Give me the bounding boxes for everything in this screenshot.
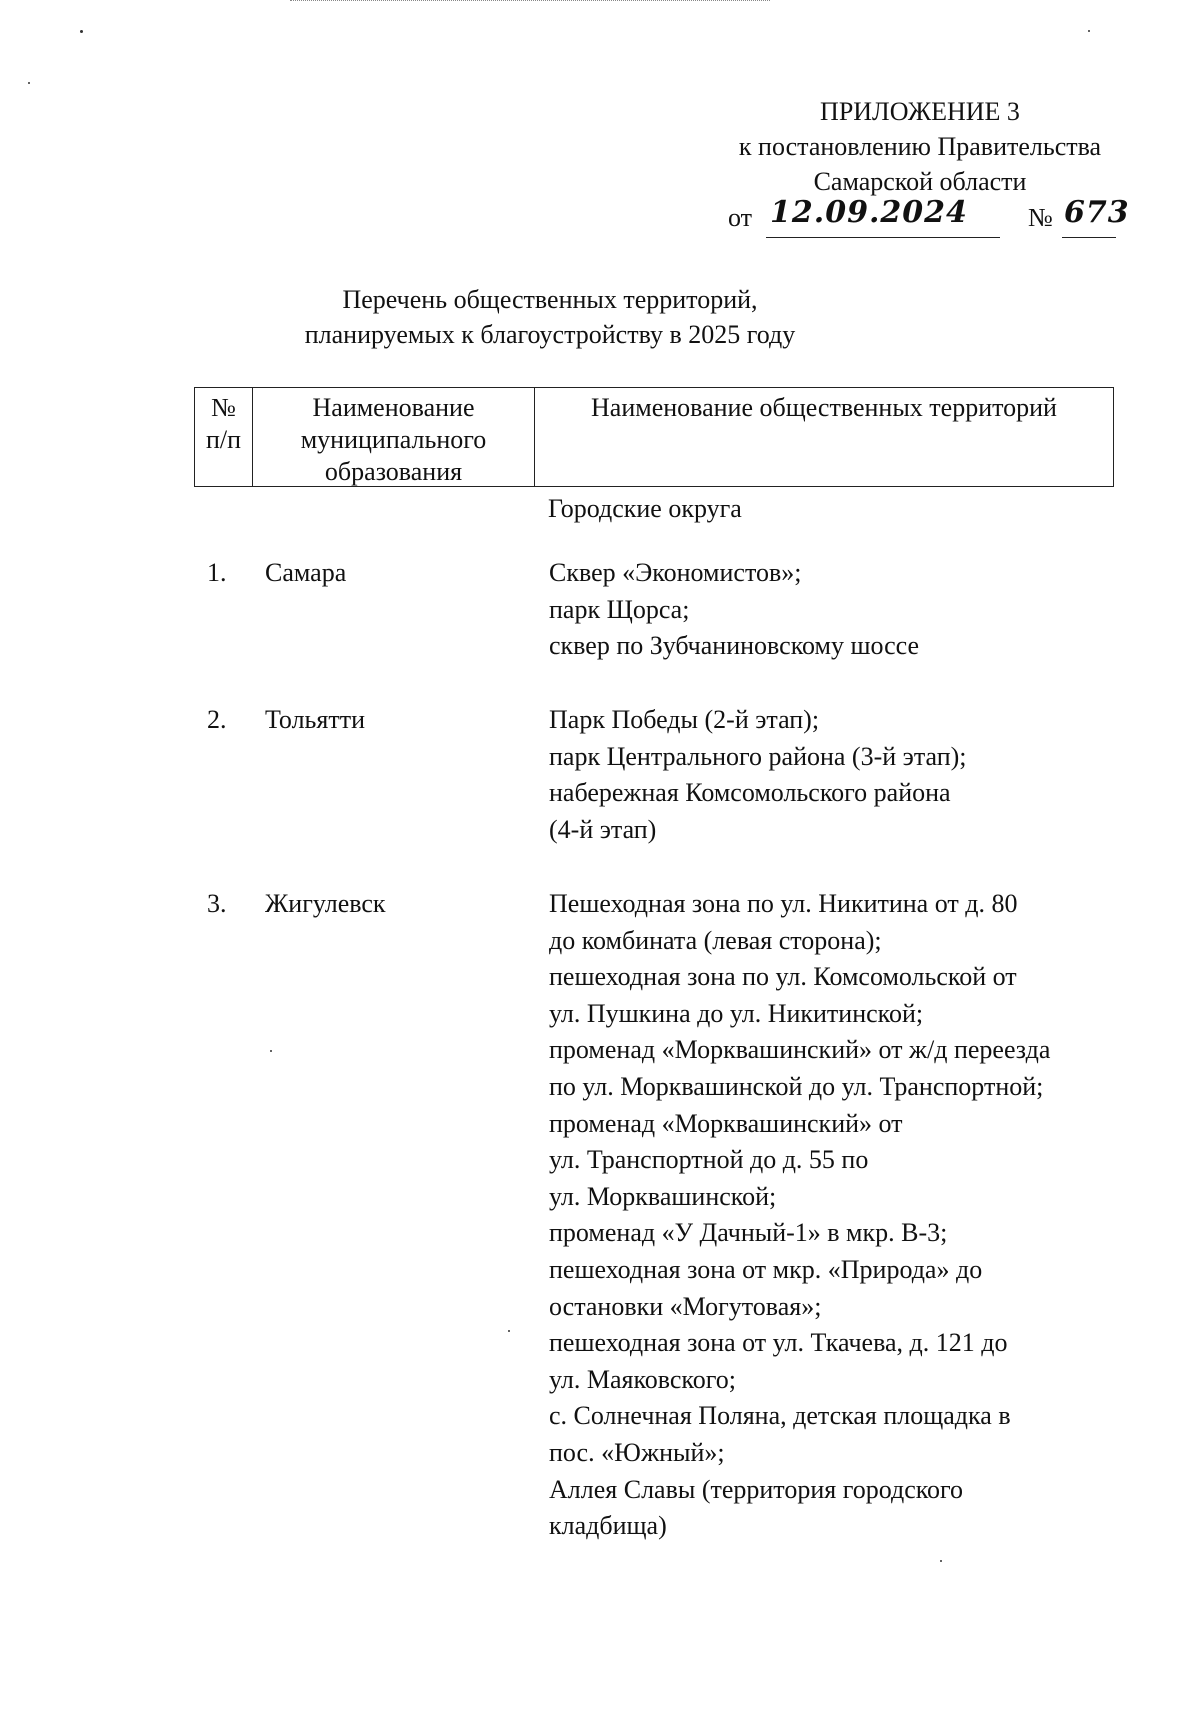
territory-line: набережная Комсомольского района <box>549 778 951 808</box>
resolution-line: к постановлению Правительства <box>738 132 1102 161</box>
section-title: Городские округа <box>548 494 742 523</box>
date-underline <box>766 237 1000 238</box>
territory-line: парк Щорса; <box>549 594 690 624</box>
row-municipality: Тольятти <box>265 705 366 734</box>
row-municipality: Жигулевск <box>265 889 386 918</box>
territory-line: до комбината (левая сторона); <box>549 925 882 955</box>
territory-line: Пешеходная зона по ул. Никитина от д. 80 <box>549 889 1018 918</box>
region-line: Самарской области <box>813 167 1027 196</box>
scan-speck <box>80 30 83 33</box>
number-prefix: № <box>1028 203 1053 232</box>
scan-speck <box>270 1050 272 1052</box>
territory-line: парк Центрального района (3-й этап); <box>549 741 967 771</box>
number-underline <box>1062 237 1116 238</box>
date-prefix: от <box>728 203 753 232</box>
territory-line: остановки «Могутовая»; <box>549 1291 822 1321</box>
territory-line: ул. Транспортной до д. 55 по <box>549 1145 869 1175</box>
handwritten-number: 673 <box>1064 195 1130 230</box>
territory-line: променад «Морквашинский» от ж/д переезда <box>549 1035 1051 1065</box>
territory-line: с. Солнечная Поляна, детская площадка в <box>549 1401 1011 1431</box>
title-line-2: планируемых к благоустройству в 2025 году <box>304 320 796 349</box>
territory-line: Сквер «Экономистов»; <box>549 558 802 587</box>
territory-line: Парк Победы (2-й этап); <box>549 705 820 734</box>
row-number: 2. <box>207 705 227 734</box>
document-title <box>300 282 800 352</box>
scan-speck <box>940 1560 942 1562</box>
row-number: 1. <box>207 558 227 587</box>
row-number: 3. <box>207 889 227 918</box>
appendix-title: ПРИЛОЖЕНИЕ 3 <box>820 97 1020 126</box>
territory-line: ул. Маяковского; <box>549 1364 736 1394</box>
territory-line: променад «Морквашинский» от <box>549 1108 903 1138</box>
scan-speck <box>28 82 30 84</box>
handwritten-date: 12.09.2024 <box>770 195 968 230</box>
territory-line: пешеходная зона от мкр. «Природа» до <box>549 1254 983 1284</box>
territory-line: ул. Пушкина до ул. Никитинской; <box>549 998 924 1028</box>
scan-speck <box>1088 30 1090 32</box>
header-territories-label: Наименование общественных территорий <box>591 393 1057 422</box>
header-cell-territories <box>535 388 1113 486</box>
row-municipality: Самара <box>265 558 347 587</box>
header-number-abbr: п/п <box>205 425 242 454</box>
row-territories <box>549 886 1129 1545</box>
territory-line: променад «У Дачный-1» в мкр. В-3; <box>549 1218 948 1248</box>
header-municipality-line-1: Наименование <box>312 393 475 422</box>
territory-line: кладбища) <box>549 1511 667 1541</box>
header-municipality-line-2: муниципального <box>300 425 487 454</box>
table-header <box>194 387 1114 487</box>
header-cell-number <box>195 388 253 486</box>
appendix-header <box>700 94 1140 199</box>
territory-line: пешеходная зона по ул. Комсомольской от <box>549 962 1017 992</box>
territory-line: пос. «Южный»; <box>549 1437 725 1467</box>
header-cell-municipality <box>253 388 535 486</box>
row-territories <box>549 555 1129 665</box>
territory-line: по ул. Морквашинской до ул. Транспортной; <box>549 1071 1044 1101</box>
title-line-1: Перечень общественных территорий, <box>342 285 758 314</box>
territory-line: ул. Морквашинской; <box>549 1181 777 1211</box>
territory-line: Аллея Славы (территория городского <box>549 1474 964 1504</box>
header-number-sign: № <box>211 393 236 422</box>
row-territories <box>549 702 1129 848</box>
header-municipality-line-3: образования <box>324 457 463 486</box>
scan-edge-line <box>290 0 770 1</box>
territory-line: (4-й этап) <box>549 814 657 844</box>
territory-line: пешеходная зона от ул. Ткачева, д. 121 до <box>549 1328 1008 1358</box>
territory-line: сквер по Зубчаниновскому шоссе <box>549 631 920 661</box>
scan-speck <box>508 1330 510 1332</box>
